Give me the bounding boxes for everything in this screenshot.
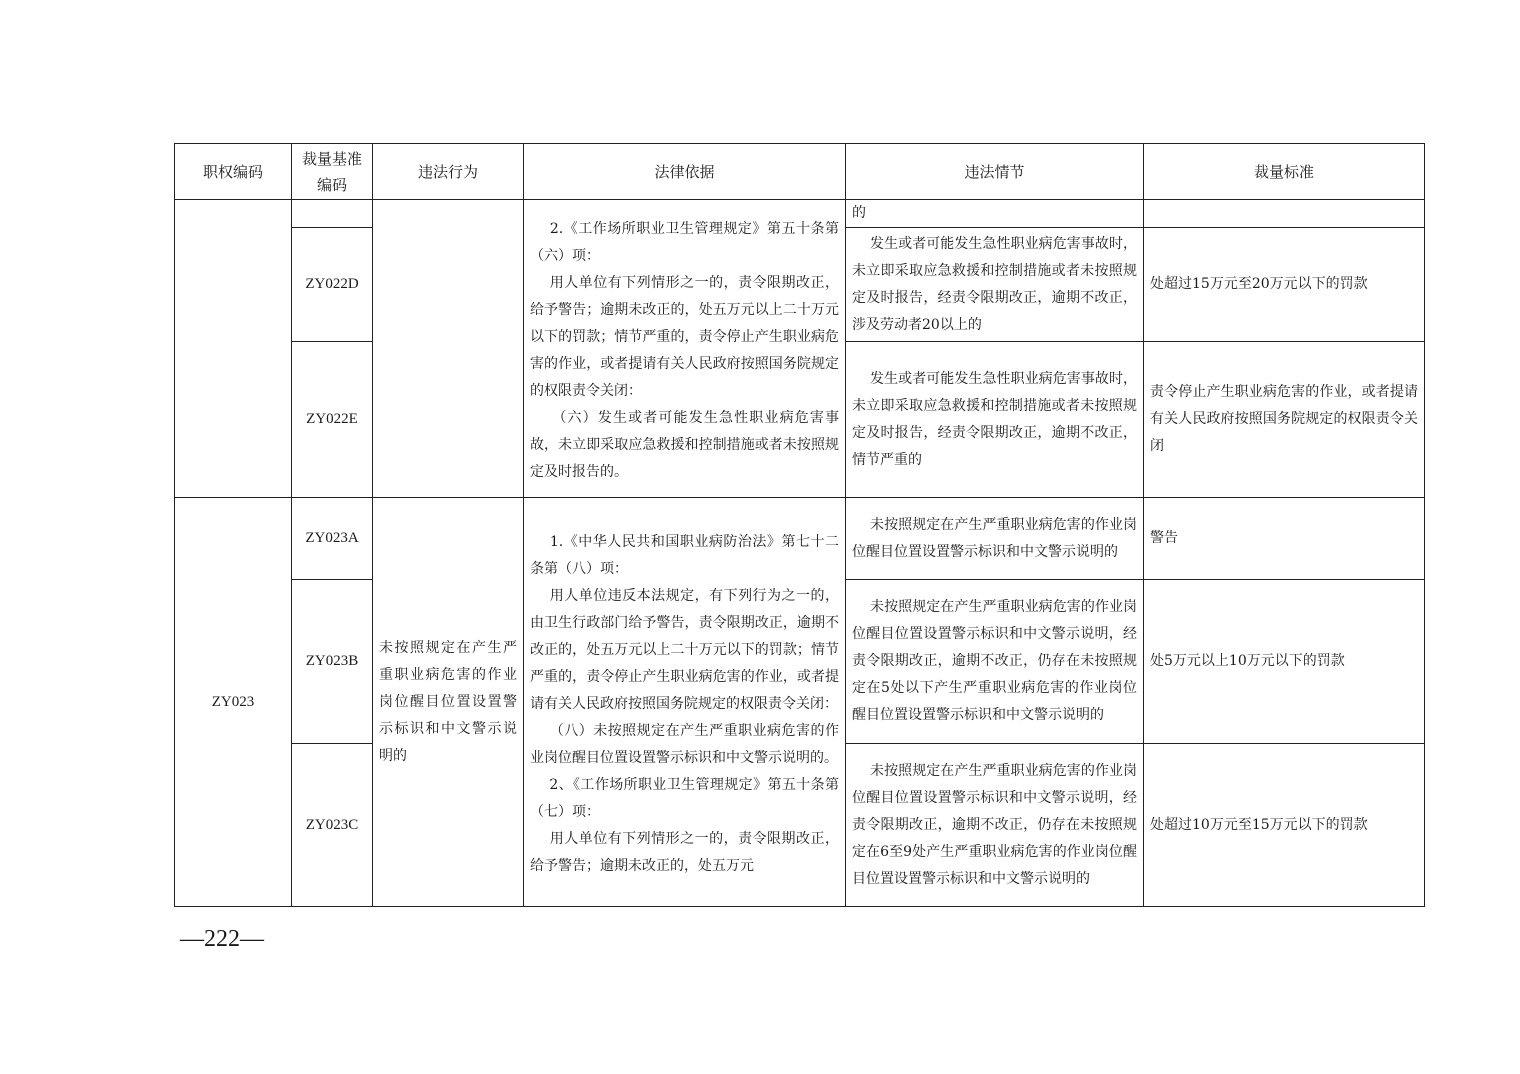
circumstance-cell: 的: [846, 200, 1144, 228]
standard-cell: 责令停止产生职业病危害的作业，或者提请有关人民政府按照国务院规定的权限责令关闭: [1144, 342, 1425, 498]
standard-cell: [1144, 200, 1425, 228]
authority-code-cell: [175, 200, 292, 498]
authority-code-cell: ZY023: [175, 498, 292, 907]
header-behavior: 违法行为: [373, 144, 524, 200]
standard-cell: 处5万元以上10万元以下的罚款: [1144, 580, 1425, 744]
legal-basis-cell: [524, 498, 846, 907]
header-legal-basis: 法律依据: [524, 144, 846, 200]
header-row: [175, 144, 1425, 200]
standard-code-cell: ZY023A: [292, 498, 373, 580]
header-standard: 裁量标准: [1144, 144, 1425, 200]
circumstance-cell: 未按照规定在产生严重职业病危害的作业岗位醒目位置设置警示标识和中文警示说明，经责令限期改正，逾期不改正，仍存在未按照规定在6至9处产生严重职业病危害的作业岗位醒目位置设置警示标识和中文警示说明的: [846, 744, 1144, 907]
standard-code-cell: ZY022E: [292, 342, 373, 498]
legal-basis-text: 2.《工作场所职业卫生管理规定》第五十条第（六）项： 用人单位有下列情形之一的，责令限期改正，给予警告；逾期未改正的，处五万元以上二十万元以下的罚款；情节严重的，责令停止产生职业病危害的作业，或者提请有关人民政府按照国务院规定的权限责令关闭： （六）发生或者可能发生急性职业病危害事故，未立即采取应急救援和控制措施或者未按照规定及时报告的。: [530, 220, 839, 480]
circumstance-cell: 发生或者可能发生急性职业病危害事故时，未立即采取应急救援和控制措施或者未按照规定及时报告，经责令限期改正，逾期不改正，涉及劳动者20以上的: [846, 228, 1144, 342]
table-row: [175, 200, 1425, 228]
circumstance-cell: 发生或者可能发生急性职业病危害事故时，未立即采取应急救援和控制措施或者未按照规定及时报告，经责令限期改正，逾期不改正，情节严重的: [846, 342, 1144, 498]
table-row: [175, 498, 1425, 580]
header-authority-code: 职权编码: [175, 144, 292, 200]
behavior-cell: [373, 200, 524, 498]
standard-code-cell: ZY023B: [292, 580, 373, 744]
page-number: —222—: [180, 926, 264, 952]
circumstance-cell: 未按照规定在产生严重职业病危害的作业岗位醒目位置设置警示标识和中文警示说明，经责令限期改正，逾期不改正，仍存在未按照规定在5处以下产生严重职业病危害的作业岗位醒目位置设置警示标识和中文警示说明的: [846, 580, 1144, 744]
standard-code-cell: ZY022D: [292, 228, 373, 342]
header-circumstance: 违法情节: [846, 144, 1144, 200]
penalty-table: [174, 143, 1425, 907]
standard-code-cell: [292, 200, 373, 228]
standard-cell: 处超过10万元至15万元以下的罚款: [1144, 744, 1425, 907]
legal-basis-cell: [524, 200, 846, 498]
circumstance-cell: 未按照规定在产生严重职业病危害的作业岗位醒目位置设置警示标识和中文警示说明的: [846, 498, 1144, 580]
header-standard-code: 裁量基准 编码: [292, 144, 373, 200]
standard-code-cell: ZY023C: [292, 744, 373, 907]
standard-cell: 警告: [1144, 498, 1425, 580]
behavior-cell: 未按照规定在产生严重职业病危害的作业岗位醒目位置设置警示标识和中文警示说明的: [373, 498, 524, 907]
standard-cell: 处超过15万元至20万元以下的罚款: [1144, 228, 1425, 342]
legal-basis-text: 1.《中华人民共和国职业病防治法》第七十二条第（八）项： 用人单位违反本法规定，有下列行为之一的，由卫生行政部门给予警告，责令限期改正，逾期不改正的，处五万元以上二十万元以下的罚款；情节严重的，责令停止产生职业病危害的作业，或者提请有关人民政府按照国务院规定的权限责令关闭： （八）未按照规定在产生严重职业病危害的作业岗位醒目位置设置警示标识和中文警示说明的。 2、《工作场所职业卫生管理规定》第五十条第（七）项： 用人单位有下列情形之一的，责令限期改正，给予警告；逾期未改正的，处五万元: [530, 533, 839, 874]
